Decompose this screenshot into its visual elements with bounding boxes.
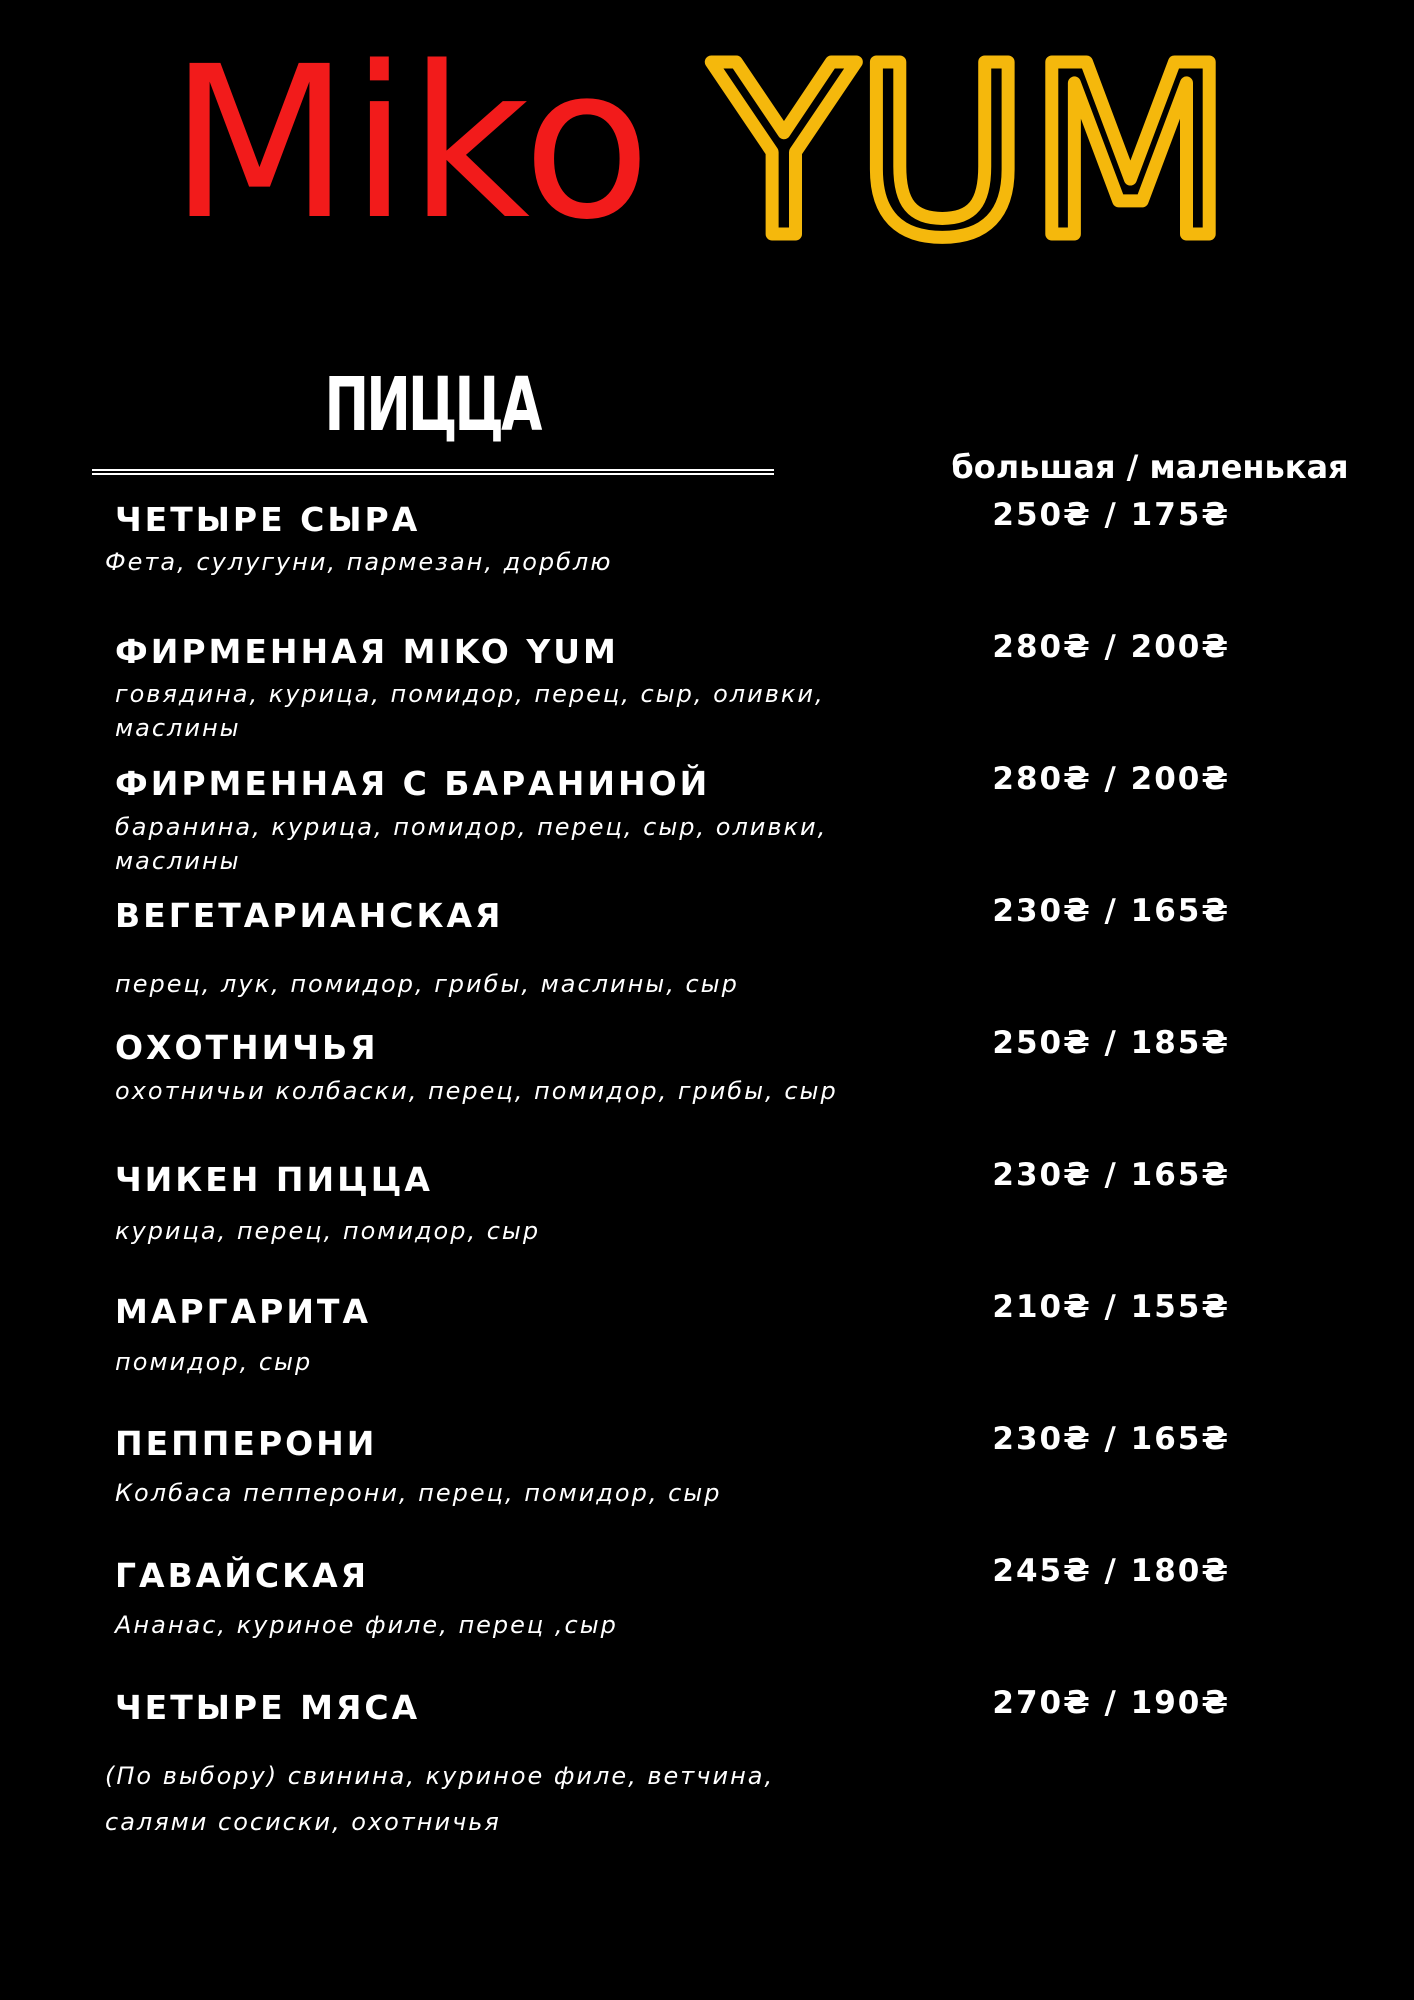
menu-item-description: (По выбору) свинина, куриное филе, ветчина, салями сосиски, охотничья xyxy=(105,1762,775,1836)
menu-item-name: ОХОТНИЧЬЯ xyxy=(115,1028,379,1067)
menu-item-name: ВЕГЕТАРИАНСКАЯ xyxy=(115,896,504,935)
menu-item-name: ЧЕТЫРЕ СЫРА xyxy=(115,500,421,539)
menu-item-description: перец, лук, помидор, грибы, маслины, сыр xyxy=(115,970,739,998)
menu-item-name: ПЕППЕРОНИ xyxy=(115,1424,378,1463)
menu-item-description: Колбаса пепперони, перец, помидор, сыр xyxy=(115,1479,722,1507)
menu-item-name: ЧЕТЫРЕ МЯСА xyxy=(115,1688,421,1727)
menu-item-description: Ананас, куриное филе, перец ,сыр xyxy=(115,1611,618,1639)
brand-logo xyxy=(0,38,1414,258)
menu-item-name: ФИРМЕННАЯ С БАРАНИНОЙ xyxy=(115,764,711,803)
menu-item-price: 210₴ / 155₴ xyxy=(992,1289,1230,1325)
section-title: ПИЦЦА xyxy=(324,362,540,448)
size-header: большая / маленькая xyxy=(951,448,1349,486)
menu-item-description: охотничьи колбаски, перец, помидор, грибы, сыр xyxy=(115,1077,838,1105)
menu-item-price: 250₴ / 175₴ xyxy=(992,497,1230,533)
brand-name-miko: Miko xyxy=(168,38,652,258)
menu-item-description: помидор, сыр xyxy=(115,1348,313,1376)
menu-item-price: 230₴ / 165₴ xyxy=(992,1157,1230,1193)
menu-item-price: 280₴ / 200₴ xyxy=(992,761,1230,797)
brand-name-yum: YUM xyxy=(711,38,1233,258)
menu-item-name: ГАВАЙСКАЯ xyxy=(115,1556,370,1595)
menu-item-price: 245₴ / 180₴ xyxy=(992,1553,1230,1589)
menu-item-description: курица, перец, помидор, сыр xyxy=(115,1217,541,1245)
section-title-divider xyxy=(92,469,774,475)
menu-item-price: 280₴ / 200₴ xyxy=(992,629,1230,665)
menu-item-name: МАРГАРИТА xyxy=(115,1292,371,1331)
menu-item-price: 270₴ / 190₴ xyxy=(992,1685,1230,1721)
menu-item-description: баранина, курица, помидор, перец, сыр, оливки, маслины xyxy=(115,813,828,875)
menu-item-description: Фета, сулугуни, пармезан, дорблю xyxy=(105,548,613,576)
menu-item-name: ФИРМЕННАЯ MIKO YUM xyxy=(115,632,619,671)
menu-item-description: говядина, курица, помидор, перец, сыр, оливки, маслины xyxy=(115,680,825,742)
menu-item-name: ЧИКЕН ПИЦЦА xyxy=(115,1160,433,1199)
menu-item-price: 250₴ / 185₴ xyxy=(992,1025,1230,1061)
menu-item-price: 230₴ / 165₴ xyxy=(992,893,1230,929)
menu-item-price: 230₴ / 165₴ xyxy=(992,1421,1230,1457)
